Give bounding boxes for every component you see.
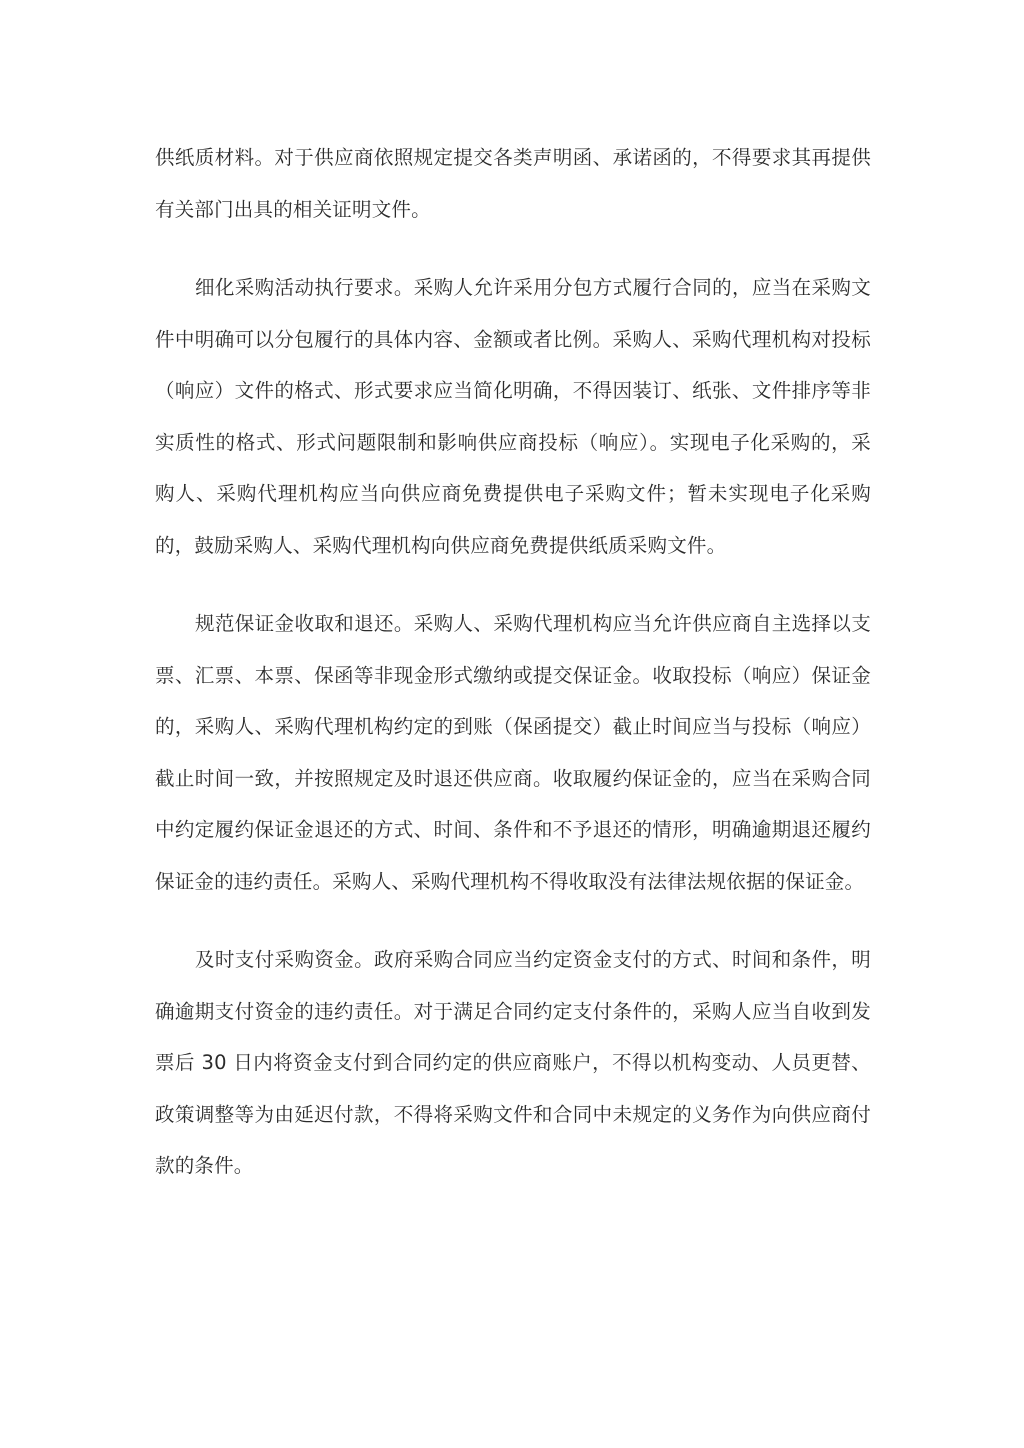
paragraph-2: 细化采购活动执行要求。采购人允许采用分包方式履行合同的，应当在采购文件中明确可以分包履行的具体内容、金额或者比例。采购人、采购代理机构对投标（响应）文件的格式、形式要求应当简化明确，不得因装订、纸张、文件排序等非实质性的格式、形式问题限制和影响供应商投标（响应）。实现电子化采购的，采购人、采购代理机构应当向供应商免费提供电子采购文件；暂未实现电子化采购的，鼓励采购人、采购代理机构向供应商免费提供纸质采购文件。	[155, 276, 871, 557]
document-body	[155, 132, 871, 1192]
paragraph-4: 及时支付采购资金。政府采购合同应当约定资金支付的方式、时间和条件，明确逾期支付资金的违约责任。对于满足合同约定支付条件的，采购人应当自收到发票后 30 日内将资金支付到合同约定的供应商账户，不得以机构变动、人员更替、政策调整等为由延迟付款，不得将采购文件和合同中未规定的义务作为向供应商付款的条件。	[155, 948, 871, 1177]
paragraph-3: 规范保证金收取和退还。采购人、采购代理机构应当允许供应商自主选择以支票、汇票、本票、保函等非现金形式缴纳或提交保证金。收取投标（响应）保证金的，采购人、采购代理机构约定的到账（保函提交）截止时间应当与投标（响应）截止时间一致，并按照规定及时退还供应商。收取履约保证金的，应当在采购合同中约定履约保证金退还的方式、时间、条件和不予退还的情形，明确逾期退还履约保证金的违约责任。采购人、采购代理机构不得收取没有法律法规依据的保证金。	[155, 612, 871, 893]
paragraph-1: 供纸质材料。对于供应商依照规定提交各类声明函、承诺函的，不得要求其再提供有关部门出具的相关证明文件。	[155, 146, 871, 221]
